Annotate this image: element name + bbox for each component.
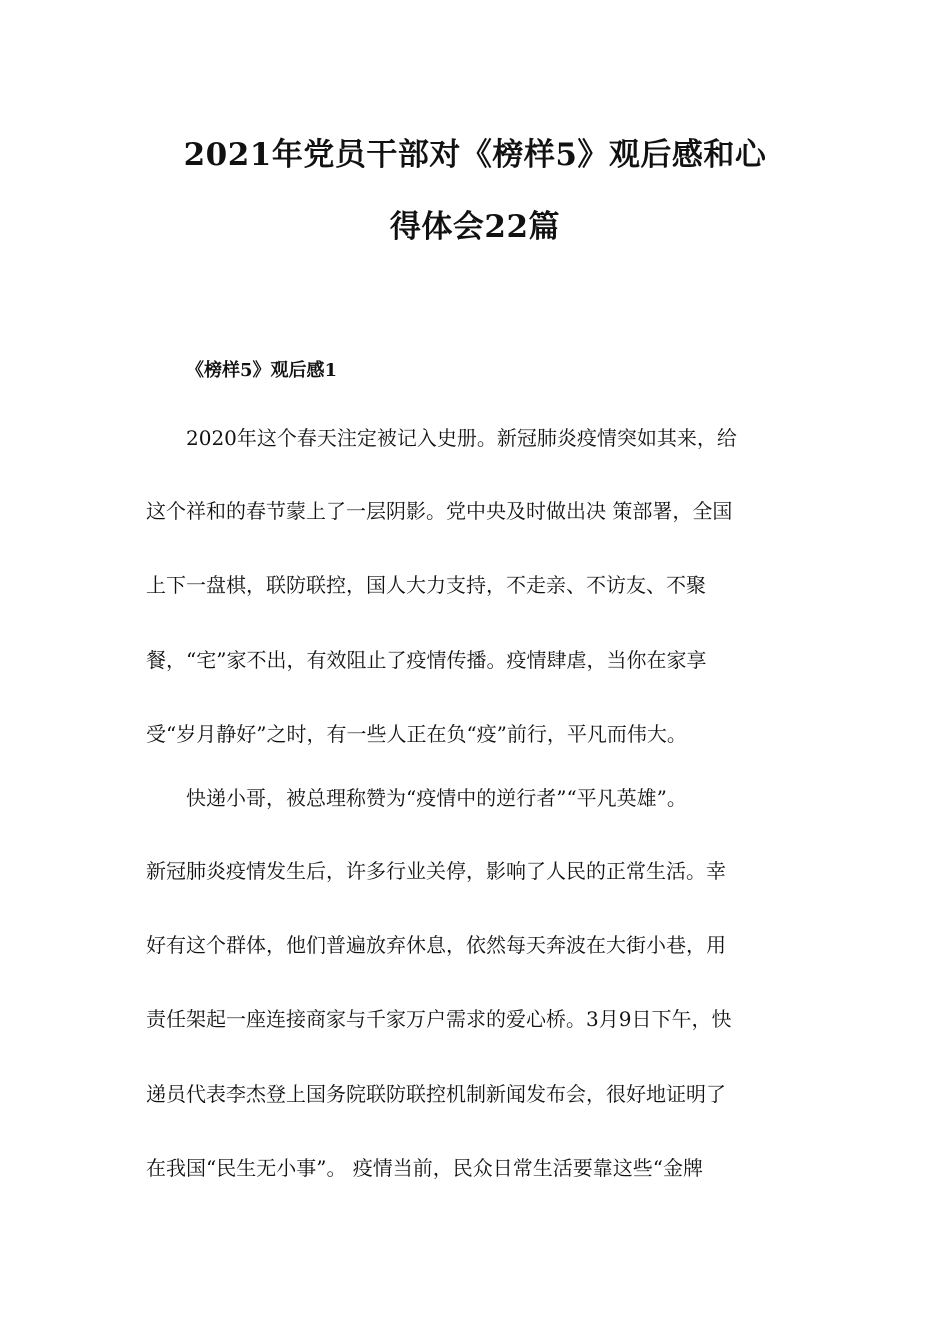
paragraph-line: 好有这个群体，他们普遍放弃休息，依然每天奔波在大街小巷，用	[146, 933, 726, 957]
paragraph-line: 2020年这个春天注定被记入史册。新冠肺炎疫情突如其来，给	[186, 426, 737, 450]
paragraph-line: 快递小哥，被总理称赞为“疫情中的逆行者”“平凡英雄”。	[186, 786, 687, 810]
paragraph-line: 责任架起一座连接商家与千家万户需求的爱心桥。3月9日下午，快	[146, 1007, 732, 1031]
paragraph-line: 上下一盘棋，联防联控，国人大力支持，不走亲、不访友、不聚	[146, 573, 706, 597]
paragraph-line: 新冠肺炎疫情发生后，许多行业关停，影响了人民的正常生活。幸	[146, 859, 726, 883]
document-title-line-1: 2021年党员干部对《榜样5》观后感和心	[183, 137, 767, 173]
paragraph-line: 受“岁月静好”之时，有一些人正在负“疫”前行，平凡而伟大。	[146, 722, 687, 746]
paragraph-line: 这个祥和的春节蒙上了一层阴影。党中央及时做出决 策部署，全国	[146, 499, 733, 523]
paragraph-line: 在我国“民生无小事”。 疫情当前，民众日常生活要靠这些“金牌	[146, 1156, 704, 1180]
section-heading: 《榜样5》观后感1	[186, 360, 338, 381]
paragraph-line: 餐，“宅”家不出，有效阻止了疫情传播。疫情肆虐，当你在家享	[146, 648, 707, 672]
paragraph-line: 递员代表李杰登上国务院联防联控机制新闻发布会，很好地证明了	[146, 1082, 726, 1106]
document-title-line-2: 得体会22篇	[389, 209, 561, 245]
